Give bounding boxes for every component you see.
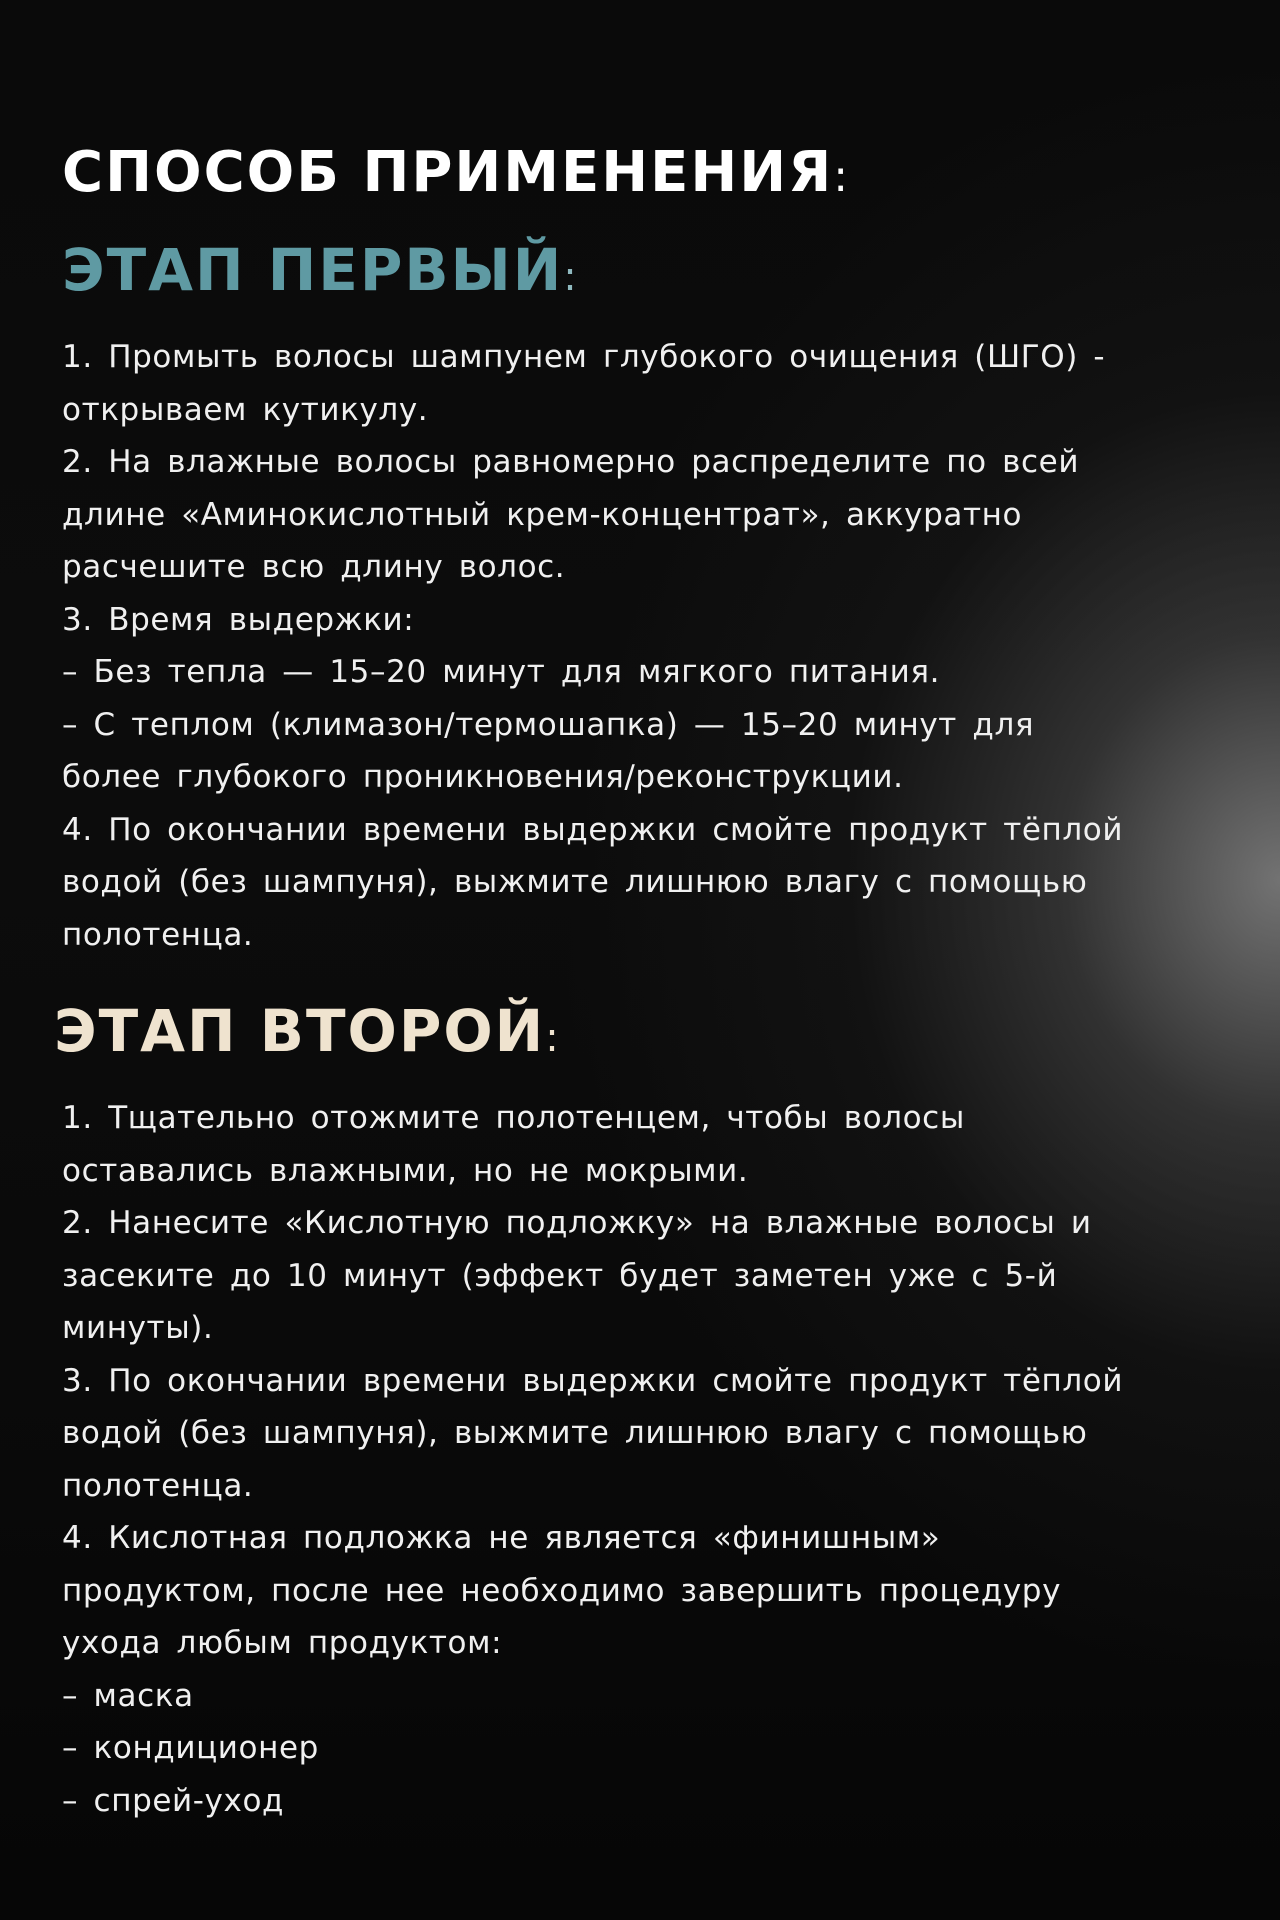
- page-title-colon: :: [833, 151, 851, 202]
- stage-2-line: полотенца.: [62, 1467, 254, 1504]
- stage-1-line: открываем кутикулу.: [62, 391, 429, 428]
- stage-1-line: 3. Время выдержки:: [62, 601, 415, 638]
- page-title: [62, 140, 850, 205]
- stage-1-line: водой (без шампуня), выжмите лишнюю влагу с помощью: [62, 864, 1088, 900]
- stage-1-line: 1. Промыть волосы шампунем глубокого очищения (ШГО) -: [62, 339, 1106, 375]
- stage-2-line: минуты).: [62, 1310, 214, 1346]
- stage-2-line: продуктом, после нее необходимо завершить процедуру: [62, 1572, 1062, 1609]
- stage-2-line: – маска: [62, 1677, 194, 1714]
- stage-2-line: водой (без шампуня), выжмите лишнюю влагу с помощью: [62, 1415, 1088, 1451]
- stage-2-line: – спрей-уход: [62, 1782, 285, 1819]
- stage-1-line: расчешите всю длину волос.: [62, 549, 566, 585]
- stage-2-line: – кондиционер: [62, 1730, 319, 1766]
- stage-1-line: – С теплом (климазон/термошапка) — 15–20 минут для: [62, 706, 1035, 743]
- stage-1-title: [62, 236, 577, 304]
- stage-2-steps: [62, 1092, 1222, 1827]
- stage-1-line: 2. На влажные волосы равномерно распределите по всей: [62, 444, 1080, 480]
- stage-2-line: 4. Кислотная подложка не является «финишным»: [62, 1520, 941, 1556]
- stage-1-line: более глубокого проникновения/реконструкции.: [62, 759, 904, 795]
- stage-1-line: длине «Аминокислотный крем-концентрат», аккуратно: [62, 496, 1023, 533]
- stage-1-steps: [62, 331, 1222, 961]
- stage-2-title-text: ЭТАП ВТОРОЙ: [54, 997, 546, 1065]
- stage-1-title-colon: :: [563, 254, 577, 300]
- stage-2-title-colon: :: [545, 1015, 559, 1061]
- stage-1-title-text: ЭТАП ПЕРВЫЙ: [62, 236, 564, 304]
- stage-2-line: засеките до 10 минут (эффект будет заметен уже с 5-й: [62, 1257, 1058, 1294]
- stage-2-title: [54, 997, 559, 1065]
- stage-2-line: ухода любым продуктом:: [62, 1625, 503, 1661]
- stage-2-line: 3. По окончании времени выдержки смойте продукт тёплой: [62, 1362, 1124, 1399]
- stage-2-line: 1. Тщательно отожмите полотенцем, чтобы волосы: [62, 1100, 965, 1136]
- stage-1-line: полотенца.: [62, 916, 254, 953]
- stage-1-line: 4. По окончании времени выдержки смойте продукт тёплой: [62, 811, 1124, 848]
- page-title-text: СПОСОБ ПРИМЕНЕНИЯ: [62, 140, 834, 205]
- stage-2-line: 2. Нанесите «Кислотную подложку» на влажные волосы и: [62, 1205, 1092, 1241]
- stage-1-line: – Без тепла — 15–20 минут для мягкого питания.: [62, 654, 941, 690]
- stage-2-line: оставались влажными, но не мокрыми.: [62, 1152, 749, 1189]
